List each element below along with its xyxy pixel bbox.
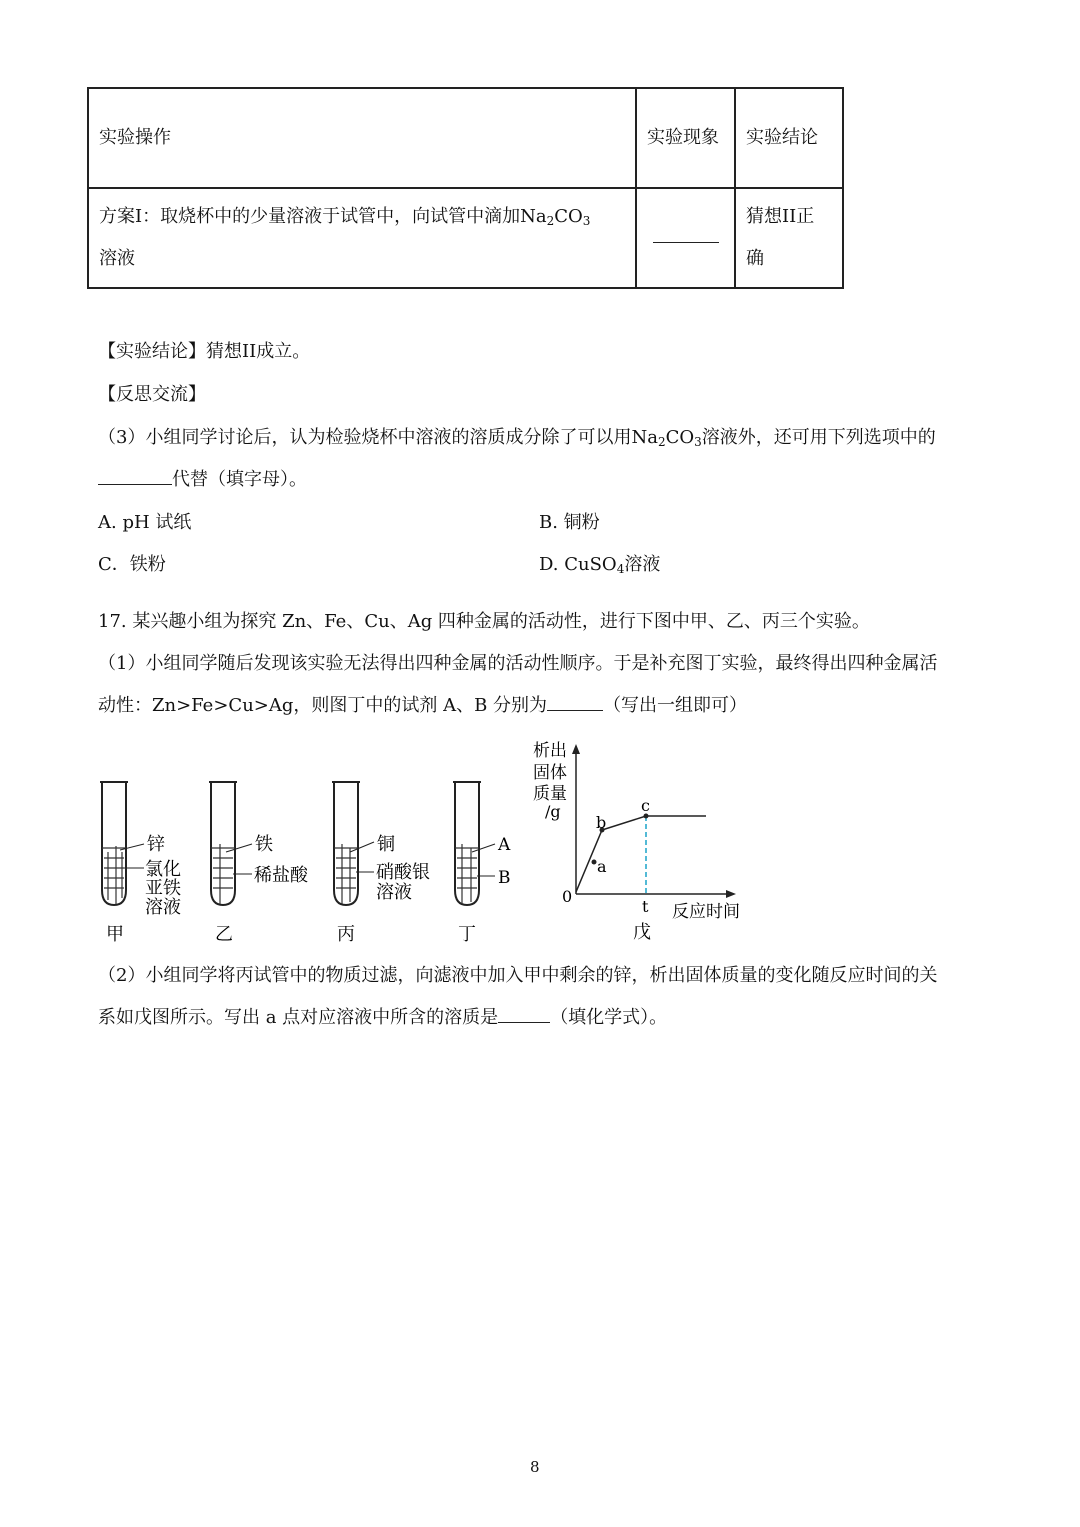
- graph-ylabel-1: 析出: [533, 741, 567, 761]
- tube-jia-label-bottom-3: 溶液: [145, 897, 181, 918]
- tube-jia-label-bottom-1: 氯化: [145, 859, 181, 880]
- answer-blank: [98, 483, 172, 485]
- cell-operation: 方案I：取烧杯中的少量溶液于试管中，向试管中滴加$Na_2CO_3$ 溶液: [88, 188, 636, 288]
- q3-line2: 代替（填字母）。: [98, 468, 307, 492]
- option-c: C．铁粉: [98, 554, 166, 575]
- header-conclusion: 实验结论: [735, 88, 843, 188]
- test-tube-jia: [100, 782, 144, 905]
- point-b-label: b: [596, 813, 607, 832]
- tube-bing-label-top: 铜: [377, 834, 395, 855]
- x-axis-arrow: [726, 890, 736, 898]
- graph-xlabel: 反应时间: [672, 902, 740, 922]
- q3-line1: （3）小组同学讨论后，认为检验烧杯中溶液的溶质成分除了可以用$Na_2CO_3$溶液外，还可用下列选项中的: [98, 427, 936, 449]
- graph-origin-label: 0: [562, 887, 573, 906]
- tube-ding-label-b: B: [498, 868, 511, 888]
- cell-phenomenon-blank: [636, 188, 735, 288]
- tube-ding-label-a: A: [498, 835, 511, 855]
- answer-blank: [547, 709, 603, 711]
- q17-part2-line2: 系如戊图所示。写出 a 点对应溶液中所含的溶质是 （填化学式）。: [98, 1007, 668, 1028]
- page-number: 8: [530, 1458, 540, 1476]
- tube-bing-caption: 丙: [337, 924, 355, 945]
- answer-blank: [653, 241, 719, 243]
- experiment-conclusion-line: 【实验结论】猜想II成立。: [98, 341, 311, 362]
- tube-yi-label-bottom: 稀盐酸: [254, 865, 308, 886]
- graph-caption: 戊: [633, 922, 651, 943]
- reflection-heading: 【反思交流】: [98, 384, 206, 405]
- point-c-label: c: [641, 796, 650, 815]
- test-tube-ding: [453, 782, 495, 905]
- table-row: [88, 188, 843, 288]
- tube-jia-label-top: 锌: [147, 834, 165, 855]
- graph-ylabel-3: 质量: [533, 784, 567, 804]
- q17-part1-line2: 动性：Zn>Fe>Cu>Ag，则图丁中的试剂 A、B 分别为 （写出一组即可）: [98, 695, 748, 716]
- point-a: [592, 860, 597, 865]
- tube-yi-caption: 乙: [215, 924, 233, 945]
- option-a: A. pH 试纸: [98, 512, 192, 533]
- point-a-label: a: [597, 857, 607, 876]
- q17-part1-line1: （1）小组同学随后发现该实验无法得出四种金属的活动性顺序。于是补充图丁实验，最终得出四种金属活: [98, 653, 938, 674]
- header-phenomenon: 实验现象: [636, 88, 735, 188]
- tube-yi-label-top: 铁: [255, 834, 273, 855]
- tube-bing-label-bottom-1: 硝酸银: [376, 862, 430, 883]
- experiment-table: [87, 87, 844, 289]
- table-header-row: [88, 88, 843, 188]
- q17-part2-line1: （2）小组同学将丙试管中的物质过滤，向滤液中加入甲中剩余的锌，析出固体质量的变化随反应时间的关: [98, 965, 938, 986]
- option-b: B. 铜粉: [539, 512, 600, 533]
- tube-jia-label-bottom-2: 亚铁: [145, 878, 181, 899]
- cell-conclusion: 猜想II正确: [735, 188, 843, 288]
- graph-ylabel-4: /g: [545, 802, 561, 821]
- graph-t-label: t: [642, 897, 649, 916]
- option-d: D. CuSO$_4$溶液: [539, 554, 661, 576]
- graph-ylabel-2: 固体: [533, 763, 567, 783]
- test-tube-yi: [209, 782, 252, 905]
- tube-jia-caption: 甲: [106, 924, 124, 945]
- tube-bing-label-bottom-2: 溶液: [376, 882, 412, 903]
- tube-ding-caption: 丁: [458, 924, 476, 945]
- answer-blank: [498, 1021, 550, 1023]
- test-tube-bing: [332, 782, 374, 905]
- header-operation: 实验操作: [88, 88, 636, 188]
- q17-intro: 17. 某兴趣小组为探究 Zn、Fe、Cu、Ag 四种金属的活动性，进行下图中甲、乙、丙三个实验。: [98, 611, 870, 632]
- experiment-figure: [90, 740, 770, 950]
- y-axis-arrow: [572, 744, 580, 754]
